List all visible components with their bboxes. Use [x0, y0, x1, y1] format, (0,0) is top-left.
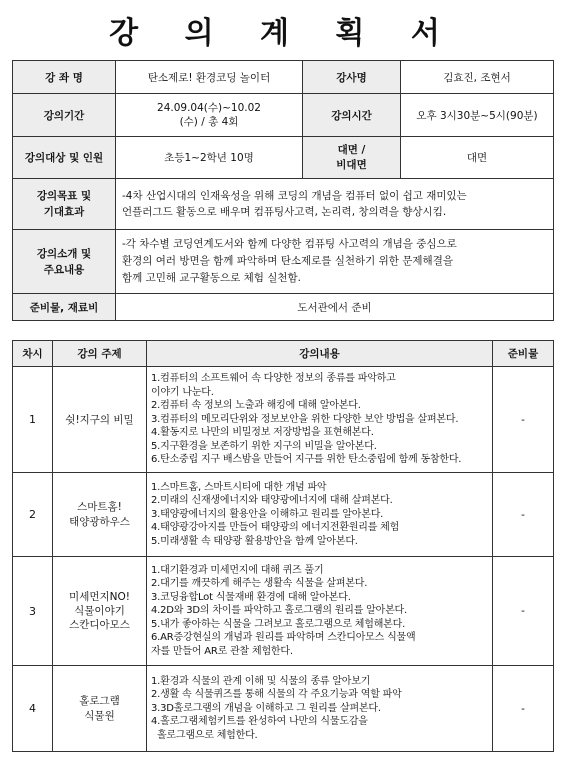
session-content [147, 473, 493, 557]
header-content: 강의내용 [147, 341, 493, 367]
goal-label-line-2: 기대효과 [43, 206, 85, 218]
mode-label-line-1: 대면 / [337, 143, 366, 156]
course-name-label: 강 좌 명 [13, 61, 116, 94]
table-row [13, 473, 554, 557]
goal-line-1: -4차 산업시대의 인재육성을 위해 코딩의 개념을 컴퓨터 없이 쉽고 재미있는 [122, 190, 467, 202]
intro-label [13, 230, 116, 294]
content-line: 이야기 나눈다. [151, 386, 214, 398]
topic-line: 스칸디아모스 [69, 619, 130, 631]
content-line: 6.AR증강현실의 개념과 원리를 파악하며 스칸디아모스 식물액 [151, 632, 416, 644]
content-line: 5.지구환경을 보존하기 위한 지구의 비밀을 알아본다. [151, 440, 377, 452]
content-line: 5.내가 좋아하는 식물을 그려보고 홀로그램으로 체험해본다. [151, 618, 406, 630]
content-line: 4.태양광강아지를 만들어 태양광의 에너지전환원리를 체험 [151, 522, 400, 534]
period [116, 94, 303, 137]
session-topic [53, 473, 147, 557]
content-line: 2.생활 속 식물퀴즈를 통해 식물의 각 주요기능과 역할 파악 [151, 689, 402, 701]
content-line: 5.미래생활 속 태양광 활용방안을 함께 알아본다. [151, 535, 358, 547]
session-number: 2 [13, 473, 53, 557]
content-line: 홀로그램으로 체험한다. [151, 729, 258, 741]
topic-line: 식물원 [84, 709, 115, 722]
table-row [13, 367, 554, 473]
session-content [147, 367, 493, 473]
course-name: 탄소제로! 환경코딩 놀이터 [116, 61, 303, 94]
intro-label-line-1: 강의소개 및 [36, 247, 92, 260]
time: 오후 3시30분~5시(90분) [401, 94, 554, 137]
goal-label [13, 179, 116, 230]
session-topic [53, 666, 147, 752]
table-row [13, 666, 554, 752]
intro-line-3: 함께 고민해 교구활동으로 체험 실천함. [122, 272, 301, 284]
document-title: 강 의 계 획 서 [109, 16, 458, 51]
time-label: 강의시간 [303, 94, 401, 137]
content-line: 2.컴퓨터 속 정보의 노출과 해킹에 대해 알아본다. [151, 400, 361, 412]
topic-line: 태양광하우스 [69, 515, 130, 528]
instructor: 김효진, 조현서 [401, 61, 554, 94]
content-line: 3.코딩융합Lot 식물재배 환경에 대해 알아본다. [151, 591, 351, 603]
topic-line: 식물이야기 [74, 605, 125, 617]
session-materials: - [493, 557, 554, 666]
content-line: 6.탄소중립 지구 배스밤을 만들어 지구를 위한 탄소중립에 함께 동참한다. [151, 454, 462, 466]
session-number: 3 [13, 557, 53, 666]
content-line: 4.활동지로 나만의 비밀정보 저장방법을 표현해본다. [151, 427, 374, 439]
goal-line-2: 언플러그드 활동으로 배우며 컴퓨팅사고력, 논리력, 창의력을 향상시킴. [122, 206, 447, 218]
target: 초등1~2학년 10명 [116, 137, 303, 179]
session-materials: - [493, 367, 554, 473]
content-line: 2.대기를 깨끗하게 해주는 생활속 식물을 살펴본다. [151, 578, 368, 590]
target-label: 강의대상 및 인원 [13, 137, 116, 179]
period-line-1: 24.09.04(수)~10.02 [157, 102, 261, 114]
session-number: 1 [13, 367, 53, 473]
content-line: 1.스마트홈, 스마트시티에 대한 개념 파악 [151, 481, 327, 493]
session-content [147, 666, 493, 752]
topic-line: 쉿!지구의 비밀 [65, 414, 134, 426]
content-line: 4.홀로그램체험키트를 완성하여 나만의 식물도감을 [151, 716, 368, 728]
content-line: 1.컴퓨터의 소프트웨어 속 다양한 정보의 종류를 파악하고 [151, 373, 396, 385]
intro-text [116, 230, 554, 294]
session-number: 4 [13, 666, 53, 752]
intro-label-line-2: 주요내용 [43, 263, 85, 276]
info-table [12, 60, 554, 321]
content-line: 4.2D와 3D의 차이를 파악하고 홀로그램의 원리를 알아본다. [151, 605, 407, 617]
session-topic [53, 557, 147, 666]
schedule-table [12, 340, 554, 752]
session-content [147, 557, 493, 666]
content-line: 자를 만들어 AR로 관찰 체험한다. [151, 645, 293, 657]
period-line-2: (수) / 총 4회 [179, 116, 239, 128]
header-materials: 준비물 [493, 341, 554, 367]
mode: 대면 [401, 137, 554, 179]
period-label: 강의기간 [13, 94, 116, 137]
table-row [13, 557, 554, 666]
intro-line-2: 환경의 여러 방면을 함께 파악하며 탄소제로를 실천하기 위한 문제해결을 [122, 255, 453, 267]
instructor-label: 강사명 [303, 61, 401, 94]
materials-text: 도서관에서 준비 [116, 294, 554, 321]
content-line: 3.컴퓨터의 메모리단위와 정보보안을 위한 다양한 보안 방법을 살펴본다. [151, 413, 459, 425]
content-line: 1.환경과 식물의 관계 이해 및 식물의 종류 알아보기 [151, 675, 371, 687]
goal-text [116, 179, 554, 230]
mode-label-line-2: 비대면 [336, 158, 367, 171]
intro-line-1: -각 차수별 코딩연계도서와 함께 다양한 컴퓨팅 사고력의 개념을 중심으로 [122, 238, 457, 250]
session-materials: - [493, 666, 554, 752]
header-topic: 강의 주제 [53, 341, 147, 367]
goal-label-line-1: 강의목표 및 [36, 190, 92, 202]
session-materials: - [493, 473, 554, 557]
materials-label: 준비물, 재료비 [13, 294, 116, 321]
topic-line: 미세먼지NO! [69, 591, 130, 603]
content-line: 1.대기환경과 미세먼지에 대해 퀴즈 풀기 [151, 564, 324, 576]
topic-line: 홀로그램 [79, 694, 120, 707]
content-line: 3.태양광에너지의 활용안을 이해하고 원리를 알아본다. [151, 508, 384, 520]
content-line: 2.미래의 신재생에너지와 태양광에너지에 대해 살펴본다. [151, 495, 393, 507]
mode-label [303, 137, 401, 179]
topic-line: 스마트홈! [77, 500, 122, 513]
content-line: 3.3D홀로그램의 개념을 이해하고 그 원리를 살펴본다. [151, 702, 381, 714]
header-session: 차시 [13, 341, 53, 367]
session-topic [53, 367, 147, 473]
